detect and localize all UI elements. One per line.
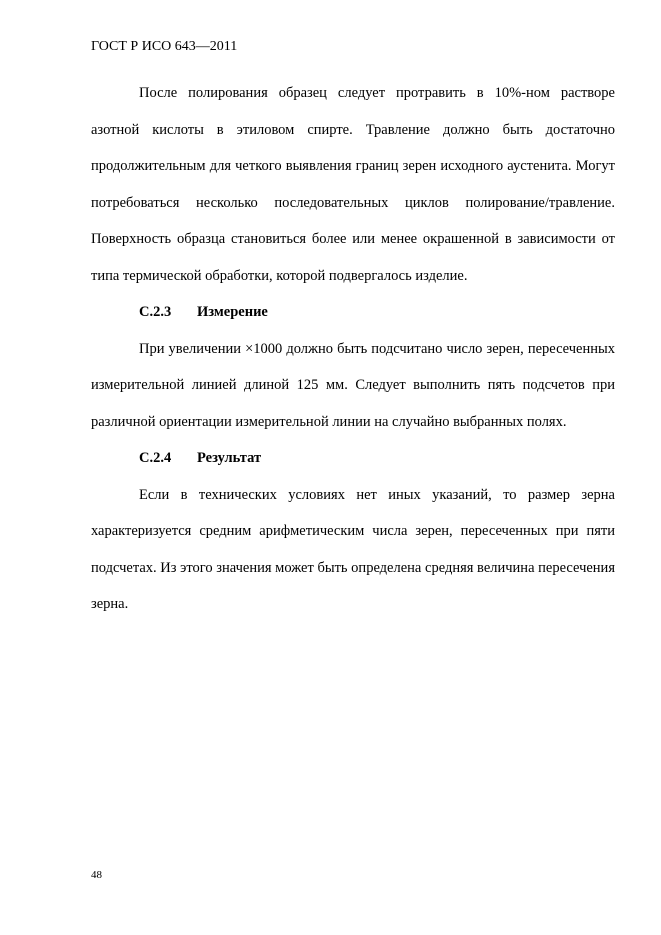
paragraph-etching: После полирования образец следует протравить в 10%-ном растворе азотной кислоты в этиловом спирте. Травление должно быть достаточно продолжительным для четкого выявления границ зерен исходного аустенита. Могут потребоваться несколько последовательных циклов полирование/травление. Поверхность образца становиться более или менее окрашенной в зависимости от типа термической обработки, которой подвергалось изделие. xyxy=(91,85,615,284)
section-heading-measurement xyxy=(91,294,615,331)
section-number: C.2.3 xyxy=(139,304,172,320)
document-header-title: ГОСТ Р ИСО 643—2011 xyxy=(91,39,238,54)
section-number: C.2.4 xyxy=(139,450,172,466)
paragraph-measurement: При увеличении ×1000 должно быть подсчитано число зерен, пересеченных измерительной линией длиной 125 мм. Следует выполнить пять подсчетов при различной ориентации измерительной линии на случайно выбранных полях. xyxy=(91,340,615,430)
page-number: 48 xyxy=(91,869,102,881)
section-title: Результат xyxy=(197,450,262,466)
section-title: Измерение xyxy=(197,304,268,320)
document-body xyxy=(91,75,615,623)
paragraph-result: Если в технических условиях нет иных указаний, то размер зерна характеризуется средним арифметическим числа зерен, пересеченных при пяти подсчетах. Из этого значения может быть определена средняя величина пересечения зерна. xyxy=(91,486,615,612)
section-heading-result xyxy=(91,440,615,477)
